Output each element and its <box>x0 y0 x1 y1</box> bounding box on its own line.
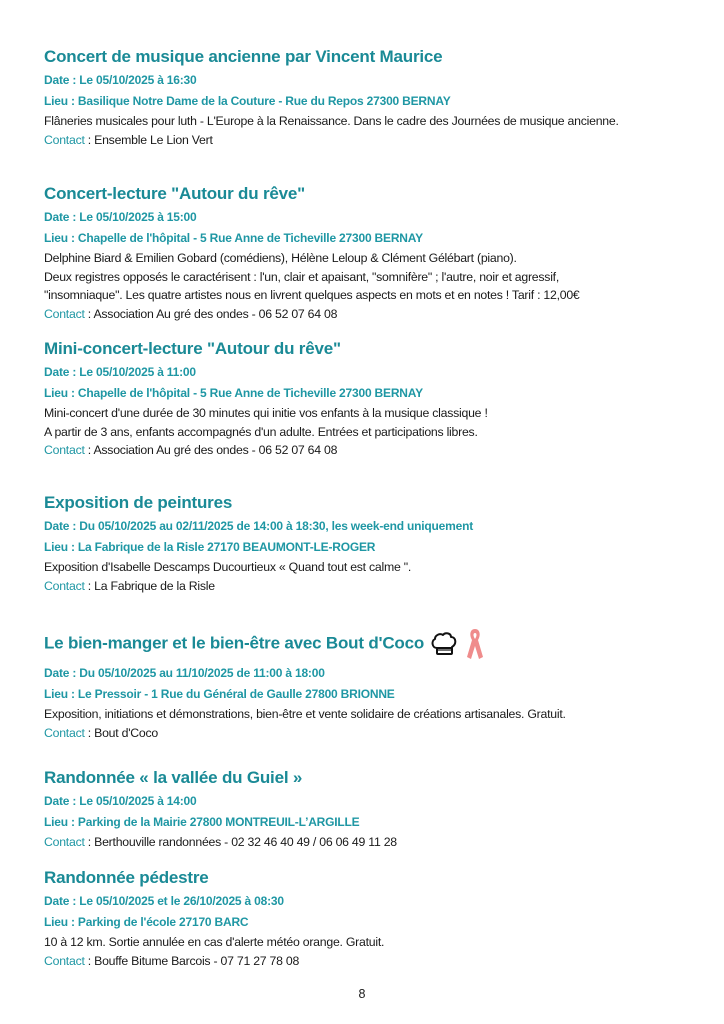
event-title: Mini-concert-lecture "Autour du rêve" <box>44 339 341 358</box>
description-line: "insomniaque". Les quatre artistes nous en livrent quelques aspects en mots et en notes ! Tarif : 12,00€ <box>44 288 580 302</box>
event-date: Date : Le 05/10/2025 et le 26/10/2025 à 08:30 <box>44 894 284 908</box>
description-line: Delphine Biard & Emilien Gobard (comédiens), Hélène Leloup & Clément Gélébart (piano). <box>44 251 517 265</box>
contact-label: Contact <box>44 132 85 147</box>
event-contact <box>44 131 694 149</box>
description-line: 10 à 12 km. Sortie annulée en cas d'alerte météo orange. Gratuit. <box>44 935 385 949</box>
event-description <box>44 558 694 577</box>
event-contact <box>44 952 694 970</box>
event-concert-musique-ancienne <box>44 46 694 149</box>
description-line: A partir de 3 ans, enfants accompagnés d'un adulte. Entrées et participations libres. <box>44 424 478 439</box>
event-contact <box>44 441 694 459</box>
contact-label: Contact <box>44 578 85 593</box>
event-title: Concert-lecture "Autour du rêve" <box>44 184 305 203</box>
contact-value: : La Fabrique de la Risle <box>84 578 215 593</box>
event-title: Randonnée « la vallée du Guiel » <box>44 768 303 787</box>
description-line: Flâneries musicales pour luth - L'Europe à la Renaissance. Dans le cadre des Journées de musique ancienne. <box>44 114 619 128</box>
contact-label: Contact <box>44 725 85 740</box>
event-date: Date : Le 05/10/2025 à 11:00 <box>44 365 196 379</box>
event-title: Exposition de peintures <box>44 493 233 512</box>
event-contact <box>44 305 694 323</box>
event-concert-lecture <box>44 183 694 323</box>
event-location: Lieu : Chapelle de l'hôpital - 5 Rue Anne de Ticheville 27300 BERNAY <box>44 386 423 400</box>
event-title: Randonnée pédestre <box>44 868 209 887</box>
event-date: Date : Du 05/10/2025 au 02/11/2025 de 14:00 à 18:30, les week-end uniquement <box>44 519 474 533</box>
chef-hat-icon <box>430 632 458 656</box>
event-location: Lieu : Parking de la Mairie 27800 MONTREUIL-L’ARGILLE <box>44 815 360 829</box>
event-mini-concert-lecture <box>44 338 694 459</box>
event-title <box>44 627 694 661</box>
event-location: Lieu : Chapelle de l'hôpital - 5 Rue Anne de Ticheville 27300 BERNAY <box>44 231 423 245</box>
event-contact <box>44 724 694 742</box>
event-description <box>44 249 694 305</box>
event-location: Lieu : Parking de l'école 27170 BARC <box>44 915 249 929</box>
event-date: Date : Le 05/10/2025 à 15:00 <box>44 210 197 224</box>
event-randonnee-guiel <box>44 767 694 851</box>
description-line: Mini-concert d'une durée de 30 minutes qui initie vos enfants à la musique classique ! <box>44 406 488 420</box>
contact-label: Contact <box>44 443 85 457</box>
event-title: Concert de musique ancienne par Vincent Maurice <box>44 47 443 66</box>
event-date: Date : Du 05/10/2025 au 11/10/2025 de 11:00 à 18:00 <box>44 666 325 680</box>
event-location: Lieu : La Fabrique de la Risle 27170 BEAUMONT-LE-ROGER <box>44 540 376 554</box>
contact-value: : Association Au gré des ondes - 06 52 07 64 08 <box>84 306 338 321</box>
pink-ribbon-icon <box>466 627 484 661</box>
event-icons <box>430 627 484 661</box>
contact-label: Contact <box>44 953 85 968</box>
event-contact <box>44 833 694 851</box>
contact-value: : Ensemble Le Lion Vert <box>84 132 213 147</box>
description-line: Exposition d'Isabelle Descamps Ducourtieux « Quand tout est calme ". <box>44 560 412 574</box>
event-location: Lieu : Le Pressoir - 1 Rue du Général de Gaulle 27800 BRIONNE <box>44 687 395 701</box>
event-title-text: Le bien-manger et le bien-être avec Bout d'Coco <box>44 633 425 653</box>
contact-value: : Bout d'Coco <box>84 725 158 740</box>
event-date: Date : Le 05/10/2025 à 14:00 <box>44 794 197 808</box>
event-description <box>44 112 694 131</box>
contact-value: : Bouffe Bitume Barcois - 07 71 27 78 08 <box>84 953 300 968</box>
description-line: Deux registres opposés le caractérisent : l'un, clair et apaisant, "somnifère" ; l'autre, noir et agressif, <box>44 269 560 284</box>
description-line: Exposition, initiations et démonstrations, bien-être et vente solidaire de créations artisanales. Gratuit. <box>44 707 566 721</box>
contact-value: : Association Au gré des ondes - 06 52 07 64 08 <box>84 443 338 457</box>
event-description <box>44 705 694 724</box>
page-number: 8 <box>358 987 366 1001</box>
contact-label: Contact <box>44 306 85 321</box>
event-randonnee-pedestre <box>44 867 694 970</box>
event-location: Lieu : Basilique Notre Dame de la Couture - Rue du Repos 27300 BERNAY <box>44 94 451 108</box>
event-contact <box>44 577 694 595</box>
event-exposition-peintures <box>44 492 694 595</box>
event-description <box>44 933 694 952</box>
event-bien-manger-bien-etre <box>44 627 694 742</box>
event-date: Date : Le 05/10/2025 à 16:30 <box>44 73 197 87</box>
contact-value: : Berthouville randonnées - 02 32 46 40 49 / 06 06 49 11 28 <box>84 835 397 849</box>
event-description <box>44 404 694 441</box>
contact-label: Contact <box>44 835 85 849</box>
